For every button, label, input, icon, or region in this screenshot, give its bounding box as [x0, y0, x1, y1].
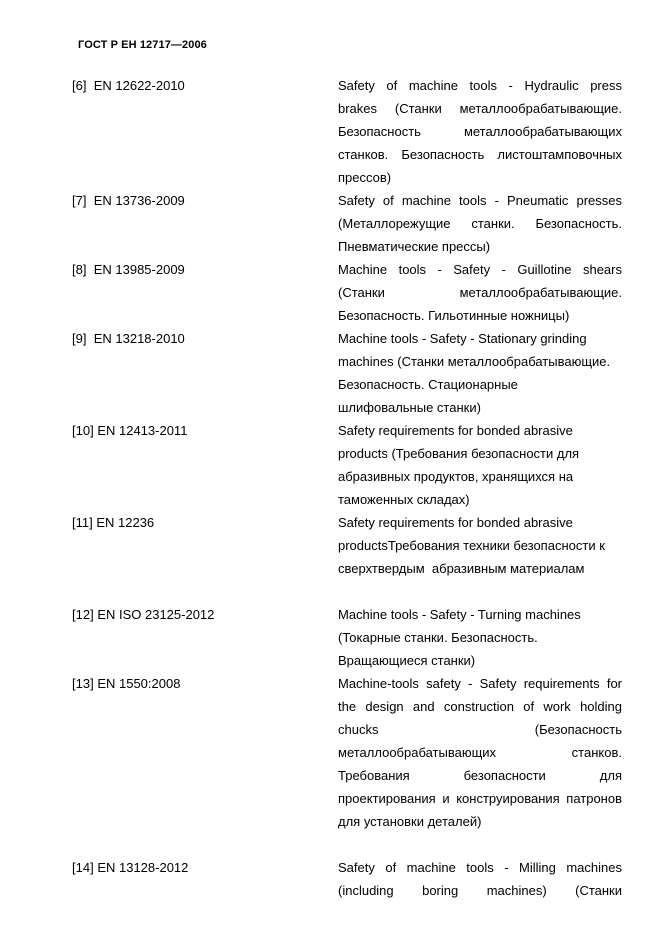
reference-id	[72, 672, 180, 695]
title-line: Пневматические прессы)	[338, 239, 491, 254]
reference-standard: EN 12236	[96, 515, 155, 530]
reference-id	[72, 327, 185, 350]
title-line: проектирования и конструирования патронов	[338, 791, 622, 806]
title-line: Safety of machine tools - Pneumatic presses	[338, 193, 622, 208]
reference-id	[72, 856, 188, 879]
title-line: machines (Станки металлообрабатывающие.	[338, 354, 611, 369]
reference-number: [6]	[72, 78, 87, 93]
title-line: (Токарные станки. Безопасность.	[338, 630, 538, 645]
title-line: (Станки металлообрабатывающие.	[338, 285, 622, 300]
reference-title	[338, 603, 622, 672]
title-line: прессов)	[338, 170, 392, 185]
title-line: Machine-tools safety - Safety requirements for	[338, 676, 622, 691]
title-line: Machine tools - Safety - Stationary grinding	[338, 331, 587, 346]
title-line: the design and construction of work holding	[338, 699, 622, 714]
reference-standard: EN 12413-2011	[97, 423, 188, 438]
reference-standard: EN 12622-2010	[93, 78, 185, 93]
reference-id	[72, 258, 185, 281]
document-header: ГОСТ Р ЕН 12717—2006	[78, 39, 207, 51]
reference-id	[72, 603, 214, 626]
title-line: Machine tools - Safety - Turning machines	[338, 607, 581, 622]
title-line: brakes (Станки металлообрабатывающие.	[338, 101, 622, 116]
reference-title	[338, 74, 622, 189]
reference-number: [10]	[72, 423, 94, 438]
reference-standard: EN 1550:2008	[97, 676, 181, 691]
reference-number: [14]	[72, 860, 94, 875]
title-line: Safety of machine tools - Milling machines	[338, 860, 622, 875]
reference-number: [9]	[72, 331, 87, 346]
reference-standard: EN 13736-2009	[93, 193, 185, 208]
reference-id	[72, 511, 154, 534]
title-line: Machine tools - Safety - Guillotine shears	[338, 262, 622, 277]
reference-number: [7]	[72, 193, 87, 208]
reference-title	[338, 856, 622, 902]
title-line: products (Требования безопасности для	[338, 446, 580, 461]
reference-number: [12]	[72, 607, 94, 622]
title-line: для установки деталей)	[338, 814, 482, 829]
title-line: (Металлорежущие станки. Безопасность.	[338, 216, 622, 231]
reference-title	[338, 258, 622, 327]
title-line: шлифовальные станки)	[338, 400, 481, 415]
reference-number: [8]	[72, 262, 87, 277]
reference-title	[338, 327, 622, 419]
title-line: (including boring machines) (Станки	[338, 883, 622, 898]
title-line: Безопасность металлообрабатывающих	[338, 124, 622, 139]
title-line: Safety of machine tools - Hydraulic press	[338, 78, 622, 93]
title-line: Вращающиеся станки)	[338, 653, 476, 668]
reference-title	[338, 419, 622, 511]
title-line: productsТребования техники безопасности к	[338, 538, 605, 553]
title-line: Safety requirements for bonded abrasive	[338, 515, 573, 530]
title-line: chucks (Безопасность	[338, 722, 622, 737]
reference-title	[338, 511, 622, 580]
title-line: Safety requirements for bonded abrasive	[338, 423, 573, 438]
title-line: Безопасность. Гильотинные ножницы)	[338, 308, 570, 323]
reference-number: [13]	[72, 676, 94, 691]
title-line: таможенных складах)	[338, 492, 470, 507]
title-line: абразивных продуктов, хранящихся на	[338, 469, 574, 484]
title-line: металлообрабатывающих станков.	[338, 745, 622, 760]
title-line: станков. Безопасность листоштамповочных	[338, 147, 622, 162]
reference-title	[338, 189, 622, 258]
reference-title	[338, 672, 622, 833]
reference-standard: EN 13218-2010	[93, 331, 185, 346]
title-line: Безопасность. Стационарные	[338, 377, 518, 392]
title-line: Требования безопасности для	[338, 768, 622, 783]
title-line: сверхтвердым абразивным материалам	[338, 561, 585, 576]
reference-standard: EN ISO 23125-2012	[97, 607, 215, 622]
reference-standard: EN 13985-2009	[93, 262, 185, 277]
reference-id	[72, 189, 185, 212]
reference-number: [11]	[72, 515, 93, 530]
reference-id	[72, 419, 187, 442]
reference-standard: EN 13128-2012	[97, 860, 189, 875]
reference-id	[72, 74, 185, 97]
